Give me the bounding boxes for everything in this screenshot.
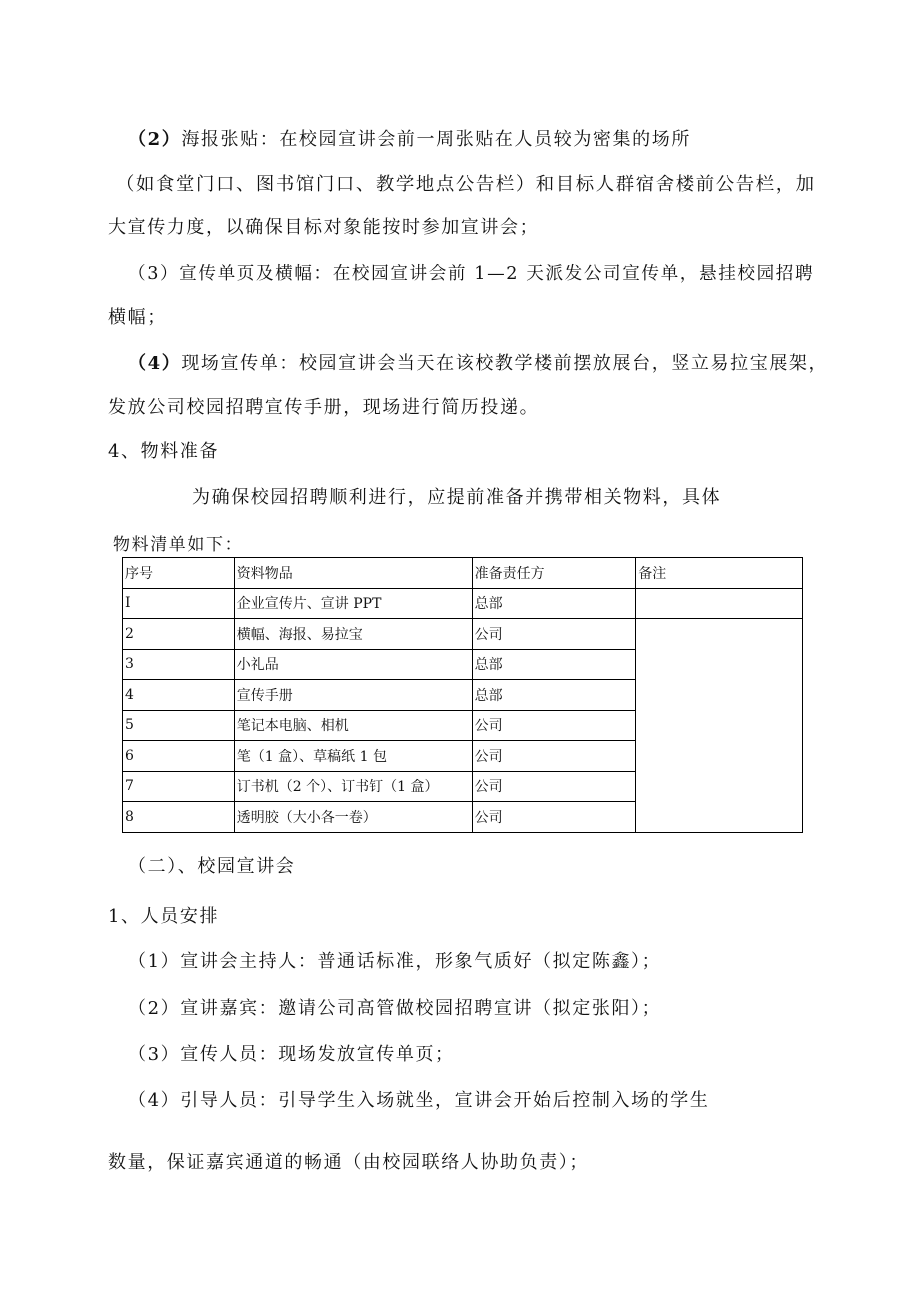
section4-intro1: 为确保校园招聘顺利进行，应提前准备并携带相关物料，具体 <box>192 487 722 508</box>
table-cell: 笔（1 盒）、草稿纸 1 包 <box>234 741 472 772</box>
header-cell: 准备责任方 <box>472 558 636 589</box>
table-cell: I <box>123 588 235 619</box>
table-cell: 7 <box>123 771 235 802</box>
table-cell: 5 <box>123 710 235 741</box>
part2-sub1: 1、人员安排 <box>108 906 220 927</box>
item2-title: 海报张贴： <box>181 129 280 150</box>
table-cell: 订书机（2 个）、订书钉（1 盒） <box>234 771 472 802</box>
table-row <box>123 588 803 619</box>
table-cell: 6 <box>123 741 235 772</box>
item4-label: （4） <box>128 353 182 374</box>
part2-item5: 数量，保证嘉宾通道的畅通（由校园联络人协助负责）； <box>108 1152 589 1173</box>
table-cell: 透明胶（大小各一卷） <box>234 802 472 833</box>
table-cell: 企业宣传片、宣讲 PPT <box>234 588 472 619</box>
part2-item2: （2）宣讲嘉宾：邀请公司高管做校园招聘宣讲（拟定张阳）； <box>128 998 662 1019</box>
item4-text: 校园宣讲会当天在该校教学楼前摆放展台，竖立易拉宝展架， <box>298 353 829 374</box>
item2-line3: 大宣传力度，以确保目标对象能按时参加宣讲会； <box>108 217 540 238</box>
table-cell: 公司 <box>472 619 636 650</box>
item4-line1 <box>128 352 828 376</box>
header-cell: 序号 <box>123 558 235 589</box>
table-row <box>123 619 803 650</box>
table-cell: 8 <box>123 802 235 833</box>
item2-line2: （如食堂门口、图书馆门口、教学地点公告栏）和目标人群宿舍楼前公告栏，加 <box>116 174 816 195</box>
table-cell: 总部 <box>472 680 636 711</box>
table-cell: 笔记本电脑、相机 <box>234 710 472 741</box>
item3-line1: （3）宣传单页及横幅：在校园宣讲会前 1—2 天派发公司宣传单，悬挂校园招聘 <box>128 264 815 284</box>
item3-line2: 横幅； <box>108 307 167 328</box>
table-cell: 2 <box>123 619 235 650</box>
table-cell: 宣传手册 <box>234 680 472 711</box>
table-cell: 小礼品 <box>234 649 472 680</box>
table-header-row <box>123 558 803 589</box>
part2-item4: （4）引导人员：引导学生入场就坐，宣讲会开始后控制入场的学生 <box>128 1090 710 1111</box>
table-cell: 3 <box>123 649 235 680</box>
item4-title: 现场宣传单： <box>181 353 299 374</box>
item2-line1 <box>128 128 691 152</box>
table-cell: 总部 <box>472 649 636 680</box>
header-cell: 备注 <box>636 558 803 589</box>
part2-item1: （1）宣讲会主持人：普通话标准，形象气质好（拟定陈鑫）； <box>128 951 662 972</box>
table-cell: 公司 <box>472 802 636 833</box>
table-cell: 横幅、海报、易拉宝 <box>234 619 472 650</box>
item2-text: 在校园宣讲会前一周张贴在人员较为密集的场所 <box>279 129 691 150</box>
table-cell: 4 <box>123 680 235 711</box>
part2-heading: （二）、校园宣讲会 <box>128 856 296 877</box>
table-cell: 公司 <box>472 741 636 772</box>
item2-label: （2） <box>128 129 182 150</box>
table-cell-note <box>636 588 803 619</box>
section4-intro2: 物料清单如下： <box>113 535 244 555</box>
table-cell-note-merged <box>636 619 803 833</box>
part2-item3: （3）宣传人员：现场发放宣传单页； <box>128 1044 455 1065</box>
item4-line2: 发放公司校园招聘宣传手册，现场进行简历投递。 <box>108 397 540 418</box>
header-cell: 资料物品 <box>234 558 472 589</box>
table-cell: 总部 <box>472 588 636 619</box>
table-cell: 公司 <box>472 710 636 741</box>
table-cell: 公司 <box>472 771 636 802</box>
materials-table <box>122 557 803 833</box>
section4-heading: 4、物料准备 <box>108 441 220 462</box>
